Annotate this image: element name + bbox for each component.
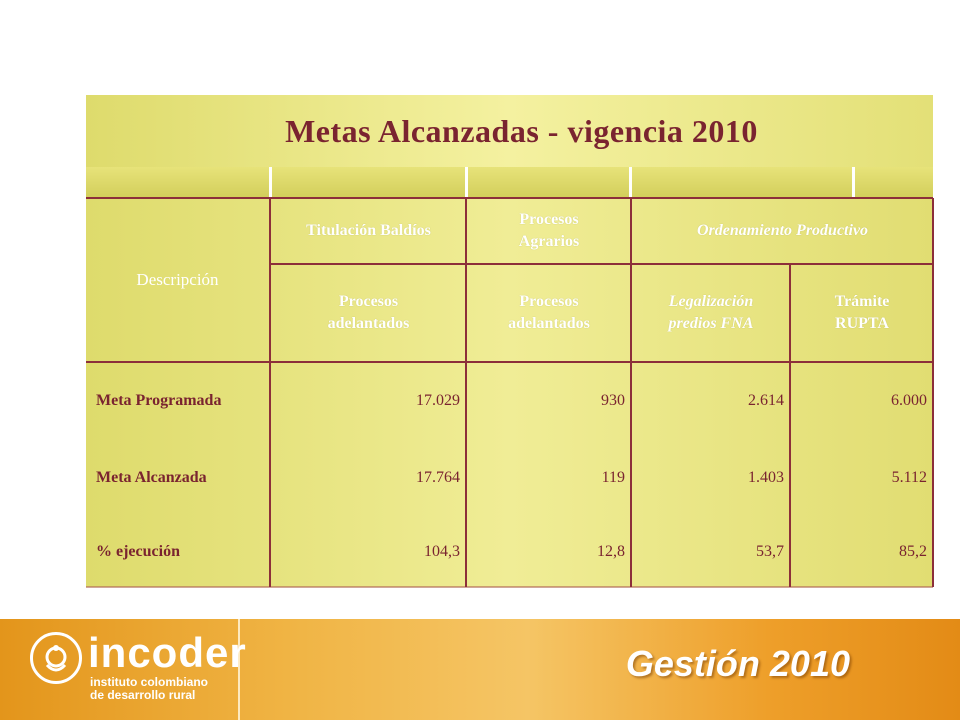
grid-line <box>630 198 632 587</box>
header-descripcion <box>86 198 269 362</box>
header-ordenamiento-label: Ordenamiento Productivo <box>696 222 869 240</box>
grid-line <box>789 264 791 587</box>
strip-cell-2 <box>272 167 465 198</box>
logo-subtitle: instituto colombiano de desarrollo rural <box>90 675 208 702</box>
table-cell: 17.029 <box>416 391 460 409</box>
grid-line <box>86 586 933 588</box>
logo-wordmark: incoder <box>88 629 247 676</box>
table-cell: 104,3 <box>424 542 460 560</box>
grid-line <box>465 198 467 587</box>
header-sub-col2 <box>467 264 631 362</box>
table-cell: 12,8 <box>597 542 625 560</box>
grid-line <box>932 198 934 587</box>
strip-cell-3 <box>468 167 629 198</box>
table-cell: 5.112 <box>891 468 927 486</box>
header-sub-col2-label: Procesos adelantados <box>508 293 590 332</box>
table-cell: 2.614 <box>748 391 784 409</box>
table-cell: 53,7 <box>756 542 784 560</box>
header-sub-col3-label: Legalización predios FNA <box>668 293 754 332</box>
header-sub-col3 <box>632 264 790 362</box>
header-titulacion-baldios <box>271 198 466 264</box>
header-sub-col4-label: Trámite RUPTA <box>834 293 890 332</box>
footer-tagline: Gestión 2010 <box>625 643 850 684</box>
header-procesos-agrarios <box>467 198 631 264</box>
table-cell: 6.000 <box>891 391 927 409</box>
strip-cell-1 <box>86 167 269 198</box>
row-label-porcentaje-ejecucion: % ejecución <box>96 542 180 560</box>
table-cell: 930 <box>601 391 625 409</box>
header-procesos-agrarios-label: Procesos Agrarios <box>518 211 580 250</box>
header-descripcion-label: Descripción <box>136 270 219 289</box>
grid-line <box>271 263 933 265</box>
table-cell: 119 <box>601 468 625 486</box>
page-title: Metas Alcanzadas - vigencia 2010 <box>285 112 758 149</box>
row-label-meta-alcanzada: Meta Alcanzada <box>96 468 207 486</box>
header-titulacion-label: Titulación Baldíos <box>306 222 431 240</box>
grid-line <box>86 197 933 199</box>
title-band <box>86 95 933 167</box>
incoder-logo-icon <box>30 632 82 684</box>
header-ordenamiento-productivo <box>632 198 933 264</box>
grid-line <box>269 198 271 587</box>
header-sub-col1-label: Procesos adelantados <box>327 293 410 332</box>
header-sub-col4 <box>791 264 933 362</box>
header-sub-col1 <box>271 264 466 362</box>
row-label-meta-programada: Meta Programada <box>96 391 222 409</box>
table-cell: 17.764 <box>416 468 460 486</box>
table-cell: 1.403 <box>748 468 784 486</box>
strip-cell-4 <box>632 167 852 198</box>
grid-line <box>86 361 933 363</box>
table-cell: 85,2 <box>899 542 927 560</box>
strip-cell-5 <box>855 167 933 198</box>
